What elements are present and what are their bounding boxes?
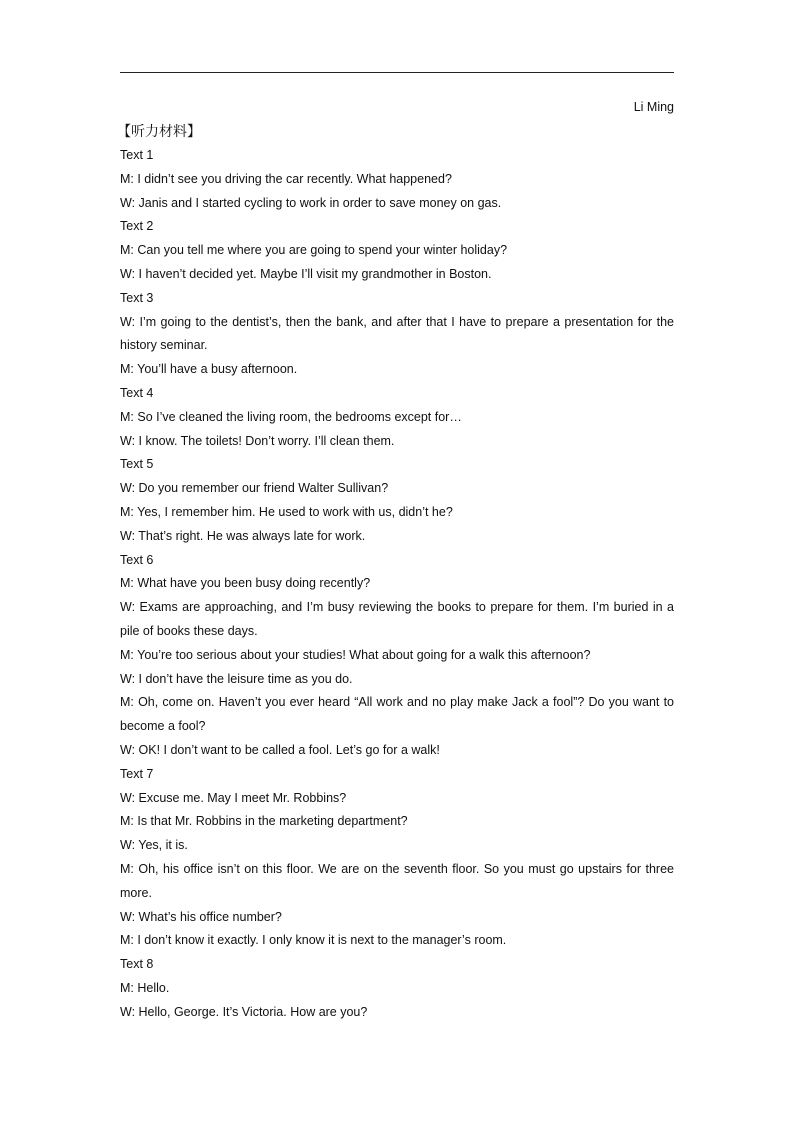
section-title: 【听力材料】 [117,124,201,140]
header-rule [120,72,674,73]
dialogue-line: M: So I’ve cleaned the living room, the bedrooms except for… [120,409,462,424]
dialogue-line: W: I know. The toilets! Don’t worry. I’ll clean them. [120,433,395,448]
transcript-body [120,144,674,1024]
text-label: Text 6 [120,552,154,567]
text-label: Text 8 [120,957,154,972]
text-label: Text 2 [120,219,154,234]
dialogue-line: W: OK! I don’t want to be called a fool. Let’s go for a walk! [120,742,440,757]
text-label: Text 5 [120,457,154,472]
dialogue-line: W: Janis and I started cycling to work in order to save money on gas. [120,195,502,210]
dialogue-line: M: Can you tell me where you are going to spend your winter holiday? [120,243,508,258]
dialogue-line: M: Yes, I remember him. He used to work with us, didn’t he? [120,504,453,519]
dialogue-line: M: Oh, come on. Haven’t you ever heard “All work and no play make Jack a fool”? Do you want to become a fool? [120,695,674,734]
dialogue-line: W: I don’t have the leisure time as you do. [120,671,353,686]
dialogue-line: W: Exams are approaching, and I’m busy reviewing the books to prepare for them. I’m buried in a pile of books these days. [120,600,674,638]
dialogue-line: W: Do you remember our friend Walter Sullivan? [120,481,389,496]
dialogue-line: M: Oh, his office isn’t on this floor. We are on the seventh floor. So you must go upstairs for three more. [120,861,674,900]
dialogue-line: M: You’re too serious about your studies! What about going for a walk this afternoon? [120,647,591,662]
dialogue-line: W: That’s right. He was always late for work. [120,528,366,543]
dialogue-line: M: What have you been busy doing recently? [120,576,371,591]
dialogue-line: W: Excuse me. May I meet Mr. Robbins? [120,790,347,805]
dialogue-line: M: Hello. [120,980,170,995]
author-name: Li Ming [633,100,674,114]
dialogue-line: W: What’s his office number? [120,909,282,924]
text-label: Text 7 [120,766,154,781]
dialogue-line: W: I haven’t decided yet. Maybe I’ll visit my grandmother in Boston. [120,266,492,281]
dialogue-line: W: Hello, George. It’s Victoria. How are you? [120,1004,368,1019]
dialogue-line: W: I’m going to the dentist’s, then the bank, and after that I have to prepare a presentation for the history seminar. [120,314,674,353]
dialogue-line: M: I didn’t see you driving the car recently. What happened? [120,171,452,186]
dialogue-line: M: Is that Mr. Robbins in the marketing department? [120,814,408,829]
dialogue-line: M: You’ll have a busy afternoon. [120,362,298,377]
text-label: Text 1 [120,148,154,162]
dialogue-line: M: I don’t know it exactly. I only know it is next to the manager’s room. [120,933,507,948]
text-label: Text 4 [120,385,154,400]
dialogue-line: W: Yes, it is. [120,838,188,853]
text-label: Text 3 [120,290,154,305]
